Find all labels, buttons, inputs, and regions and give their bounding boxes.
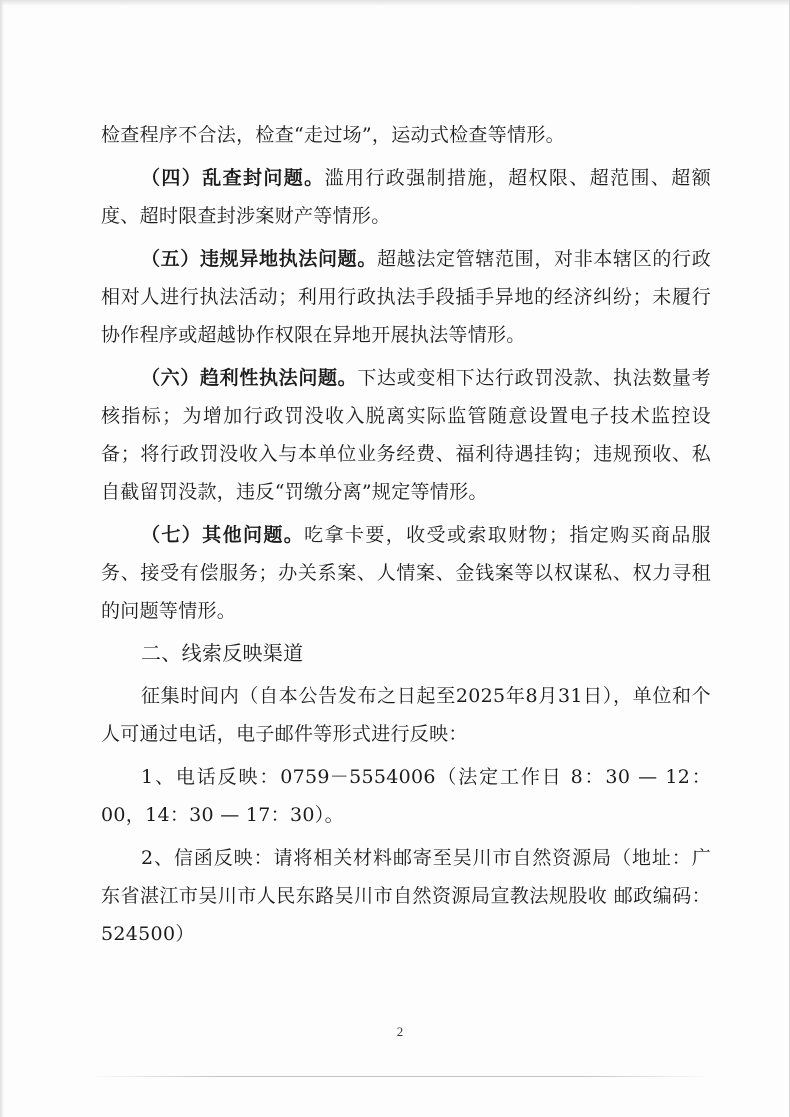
document-body (101, 116, 711, 953)
paragraph-text: 超越法定管辖范围，对非本辖区的行政相对人进行执法活动；利用行政执法手段插手异地的经济纠纷；未履行协作程序或超越协作权限在异地开展执法等情形。 (101, 248, 711, 346)
paragraph-item-6 (101, 359, 711, 511)
paragraph-text: 吃拿卡要，收受或索取财物；指定购买商品服务、接受有偿服务；办关系案、人情案、金钱案等以权谋私、权力寻租的问题等情形。 (101, 524, 711, 622)
item-heading: （六）趋利性执法问题。 (141, 367, 358, 389)
scan-artifact-line (90, 1076, 710, 1077)
paragraph-item-7 (101, 516, 711, 630)
paragraph-text: 检查程序不合法，检查“走过场”，运动式检查等情形。 (101, 124, 565, 146)
scan-shadow-left (0, 0, 4, 1117)
paragraph-item-4 (101, 159, 711, 235)
paragraph-item-5 (101, 240, 711, 354)
paragraph-continuation (101, 116, 711, 154)
item-heading: （四）乱查封问题。 (141, 167, 325, 189)
paragraph-letter-channel: 2、信函反映：请将相关材料邮寄至吴川市自然资源局（地址：广东省湛江市吴川市人民东路吴川市自然资源局宣教法规股收 邮政编码：524500） (101, 847, 711, 945)
paragraph-collection-period: 征集时间内（自本公告发布之日起至2025年8月31日），单位和个人可通过电话，电子邮件等形式进行反映： (101, 685, 711, 745)
page-number: 2 (396, 1024, 404, 1039)
item-heading: （七）其他问题。 (141, 524, 305, 546)
paragraph-text: 下达或变相下达行政罚没款、执法数量考核指标；为增加行政罚没收入脱离实际监管随意设置电子技术监控设备；将行政罚没收入与本单位业务经费、福利待遇挂钩；违规预收、私自截留罚没款，违反“罚缴分离”规定等情形。 (101, 367, 711, 503)
scan-shadow-top (0, 0, 790, 6)
paragraph-phone-channel: 1、电话反映：0759－5554006（法定工作日 8：30 — 12：00，14：30 — 17：30）。 (101, 766, 711, 826)
item-heading: （五）违规异地执法问题。 (141, 248, 378, 270)
paragraph-text: 滥用行政强制措施，超权限、超范围、超额度、超时限查封涉案财产等情形。 (101, 167, 712, 227)
section-heading: 二、线索反映渠道 (141, 641, 304, 665)
